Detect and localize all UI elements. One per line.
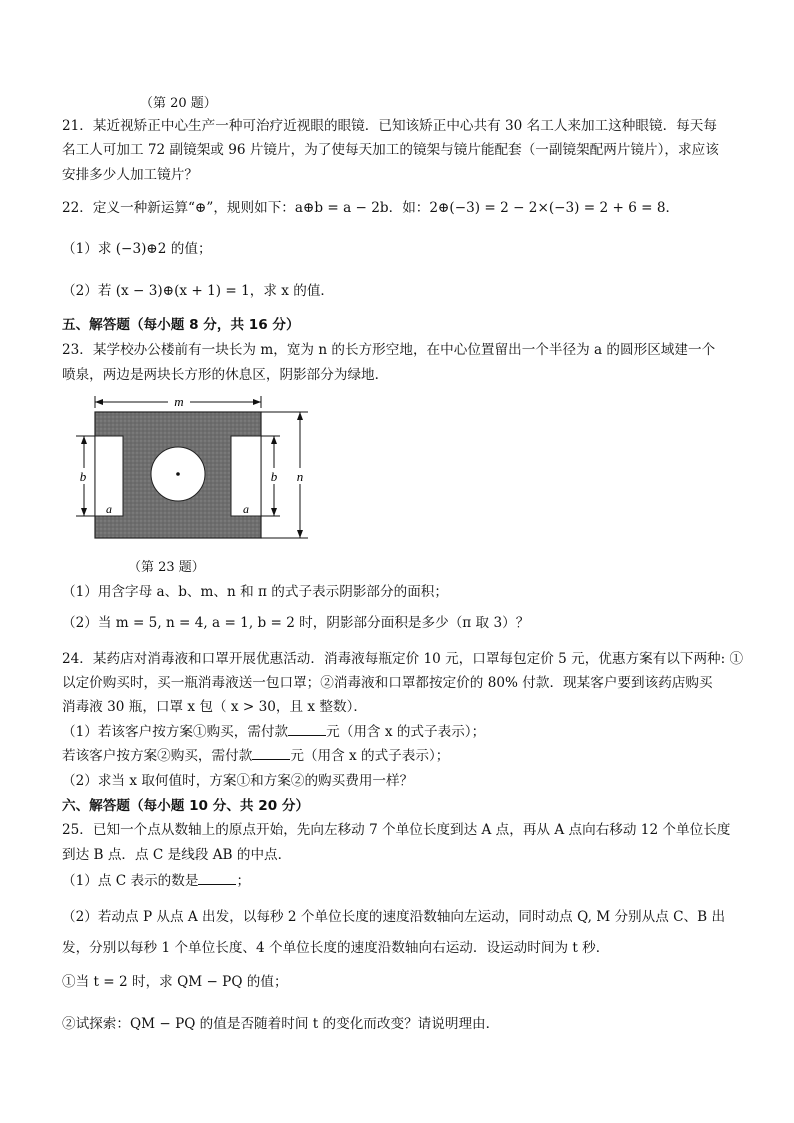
figure-20-caption: （第 20 题） <box>140 96 217 111</box>
q25-line-1: 25．已知一个点从数轴上的原点开始，先向左移动 7 个单位长度到达 A 点，再从 A 点向右移动 12 个单位长度 <box>62 822 731 838</box>
q23-line-1: 23．某学校办公楼前有一块长为 m，宽为 n 的长方形空地，在中心位置留出一个半径为 a 的圆形区域建一个 <box>62 342 716 358</box>
q25-part-2-line-2: 发，分别以每秒 1 个单位长度、4 个单位长度的速度沿数轴向右运动．设运动时间为 t 秒． <box>62 940 610 956</box>
q21-line-3: 安排多少人加工镜片？ <box>62 167 198 183</box>
q24-part-1-plan-2 <box>62 747 764 765</box>
q25-sub-2: ②试探索：QM − PQ 的值是否随着时间 t 的变化而改变？请说明理由． <box>62 1016 500 1032</box>
label-b-left: b <box>79 469 87 484</box>
q25-p1-suffix: ； <box>236 873 251 889</box>
q24-p1d-suffix: 元（用含 x 的式子表示）； <box>290 748 450 764</box>
q22-stem: 22．定义一种新运算“⊕”，规则如下：a⊕b = a − 2b．如：2⊕(−3) = 2 − 2×(−3) = 2 + 6 = 8． <box>62 200 680 216</box>
label-a-right: a <box>243 502 249 516</box>
q22-part-1: （1）求 (−3)⊕2 的值； <box>62 241 212 257</box>
q25-p1-prefix: （1）点 C 表示的数是 <box>62 873 199 889</box>
figure-23-caption: （第 23 题） <box>128 560 205 575</box>
q21-line-2: 名工人可加工 72 副镜架或 96 片镜片，为了使每天加工的镜架与镜片能配套（一副镜架配两片镜片），求应该 <box>62 142 719 158</box>
label-m: m <box>174 394 184 409</box>
q21-line-1: 21．某近视矫正中心生产一种可治疗近视眼的眼镜．已知该矫正中心共有 30 名工人来加工这种眼镜．每天每 <box>62 118 717 134</box>
figure-23-diagram <box>64 392 326 552</box>
q25-part-2-line-1: （2）若动点 P 从点 A 出发，以每秒 2 个单位长度的速度沿数轴向左运动，同时动点 Q, M 分别从点 C、B 出 <box>62 909 726 925</box>
answer-blank-point-c[interactable] <box>198 872 236 885</box>
label-a-left: a <box>106 502 112 516</box>
label-b-right: b <box>270 469 278 484</box>
q22-part-2: （2）若 (x − 3)⊕(x + 1) = 1，求 x 的值． <box>62 283 335 299</box>
q23-part-1: （1）用含字母 a、b、m、n 和 π 的式子表示阴影部分的面积； <box>62 584 448 600</box>
answer-blank-plan-1[interactable] <box>288 723 326 736</box>
q23-part-2: （2）当 m = 5, n = 4, a = 1, b = 2 时，阴影部分面积是多少（π 取 3）？ <box>62 615 530 631</box>
q24-part-1-plan-1 <box>62 723 764 741</box>
q25-sub-1: ①当 t = 2 时，求 QM − PQ 的值； <box>62 974 288 990</box>
q24-part-2: （2）求当 x 取何值时，方案①和方案②的购买费用一样？ <box>62 773 414 789</box>
q23-line-2: 喷泉，两边是两块长方形的休息区，阴影部分为绿地． <box>62 367 389 383</box>
q24-p1-prefix: （1）若该客户按方案①购买，需付款 <box>62 724 289 740</box>
q24-line-2: 以定价购买时，买一瓶消毒液送一包口罩；②消毒液和口罩都按定价的 80% 付款．现某客户要到该药店购买 <box>62 675 713 691</box>
q24-p1-suffix: 元（用含 x 的式子表示）； <box>326 724 486 740</box>
q25-part-1 <box>62 872 764 890</box>
answer-blank-plan-2[interactable] <box>252 747 290 760</box>
label-n: n <box>296 469 304 484</box>
q24-p1c-prefix: 若该客户按方案②购买，需付款 <box>62 748 253 764</box>
q25-line-2: 到达 B 点．点 C 是线段 AB 的中点． <box>62 847 292 863</box>
q24-line-3: 消毒液 30 瓶，口罩 x 包（ x > 30，且 x 整数）． <box>62 699 367 715</box>
section-6-heading: 六、解答题（每小题 10 分、共 20 分） <box>62 798 310 814</box>
q24-line-1: 24．某药店对消毒液和口罩开展优惠活动．消毒液每瓶定价 10 元，口罩每包定价 5 元，优惠方案有以下两种: ① <box>62 651 744 667</box>
section-5-heading: 五、解答题（每小题 8 分，共 16 分） <box>62 317 300 333</box>
